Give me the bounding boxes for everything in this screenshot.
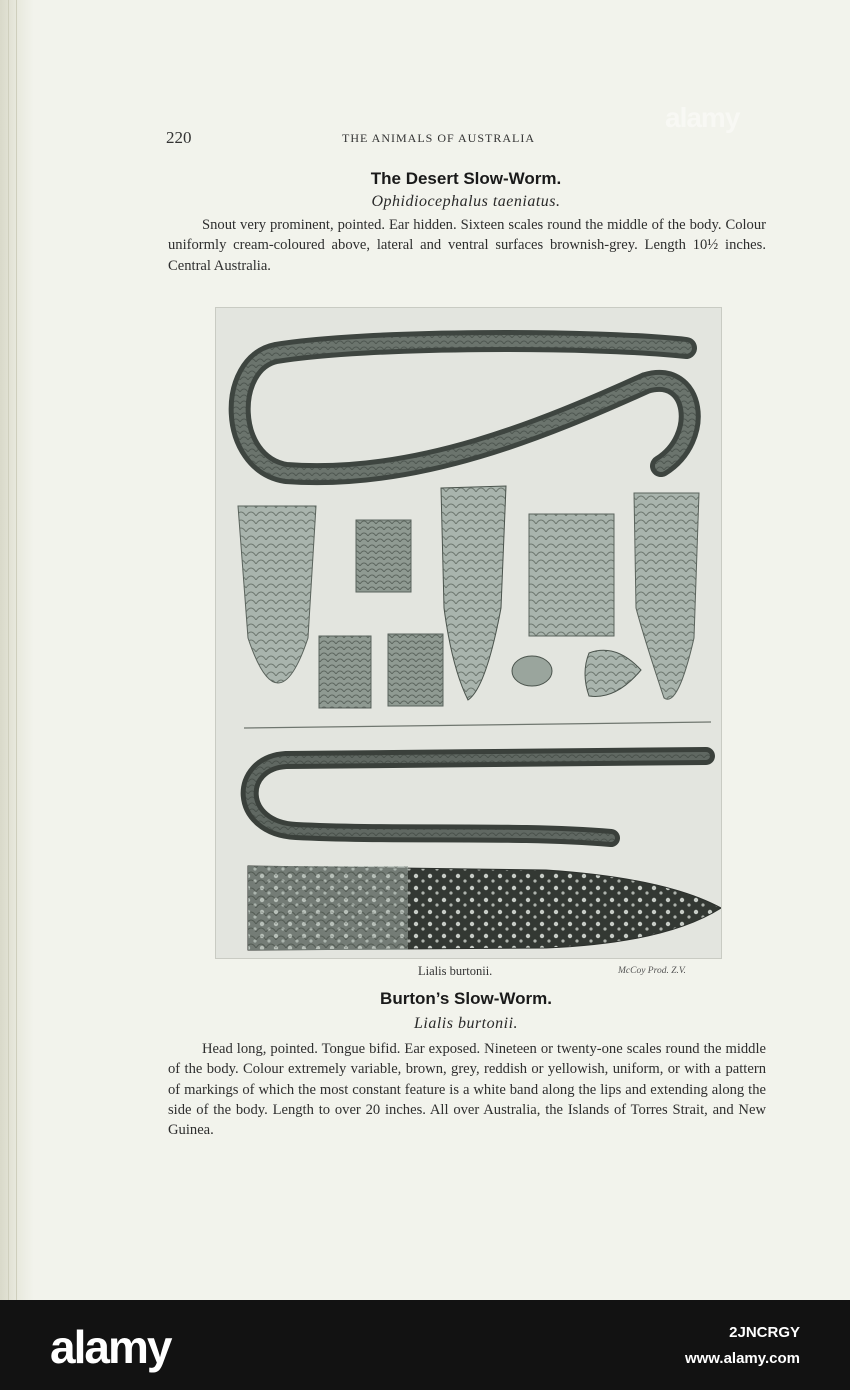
page-edge-line [8, 0, 9, 1300]
species1-latin-name: Ophidiocephalus taeniatus. [371, 193, 561, 210]
slow-worm-illustration [216, 308, 721, 958]
species2-description: Head long, pointed. Tongue bifid. Ear exposed. Nineteen or twenty-one scales round the middle of the body. Colour extremely variable, brown, grey, reddish or yellowish, uniform, or with a pattern of markings of which the most constant feature is a white band along the lips and extending along the side of the body. Length to over 20 inches. All over Australia, the Islands of Torres Strait, and New Guinea. [168, 1041, 766, 1139]
page-number: 220 [166, 128, 192, 147]
head-detail-small [512, 656, 552, 686]
watermark-logo: alamy [665, 102, 740, 133]
scale-detail-patch-lower-2 [388, 634, 443, 706]
page-edge-line [16, 0, 17, 1300]
species1-common-name: The Desert Slow-Worm. [370, 169, 562, 188]
scale-detail-head-top [441, 486, 506, 700]
plate-divider [244, 722, 711, 728]
alamy-logo: alamy [50, 1321, 171, 1373]
species2-common-name: Burton’s Slow-Worm. [380, 989, 552, 1008]
illustration-plate [215, 307, 722, 959]
running-head [166, 128, 586, 148]
species2-latin-name: Lialis burtonii. [413, 1015, 519, 1032]
scale-detail-tail-right [634, 493, 699, 699]
scale-detail-patch-lower [319, 636, 371, 708]
book-title: THE ANIMALS OF AUSTRALIA [342, 131, 536, 145]
image-id: 2JNCRGY [729, 1324, 800, 1341]
watermark-url: www.alamy.com [684, 1350, 800, 1367]
head-detail-side [585, 650, 641, 696]
plate-credit: McCoy Prod. Z.V. [618, 966, 686, 976]
species1-description: Snout very prominent, pointed. Ear hidden. Sixteen scales round the middle of the body. Colour uniformly cream-coloured above, lateral and ventral surfaces brownish-grey. Length 10½ inches. Central Australia. [168, 217, 766, 274]
scale-detail-patch [356, 520, 411, 592]
page-edge-shadow [0, 0, 34, 1300]
watermark-footer [0, 1300, 850, 1390]
burtons-slow-worm-body [250, 756, 706, 838]
plate-caption: Lialis burtonii. [418, 964, 493, 978]
scale-detail-tail [238, 506, 316, 683]
scale-detail-body-section [529, 514, 614, 636]
